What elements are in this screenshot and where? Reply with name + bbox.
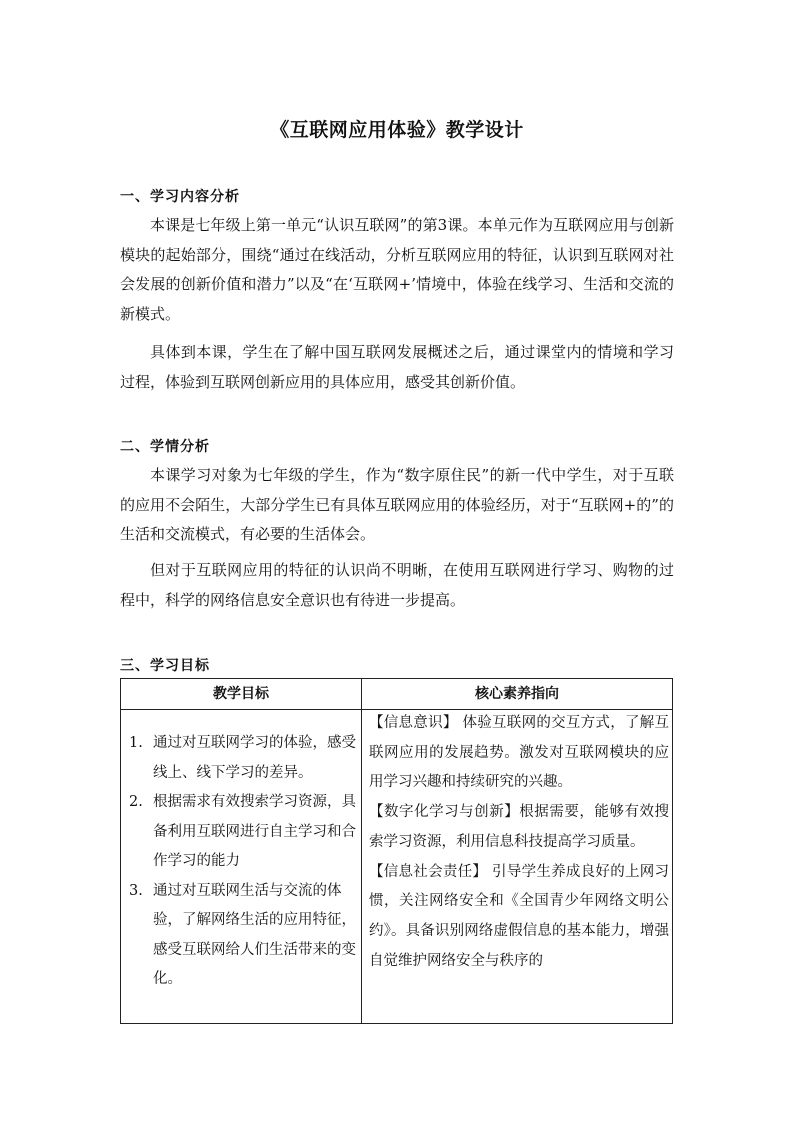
section-heading-content-analysis: 一、学习内容分析 — [120, 189, 240, 205]
objective-item — [129, 788, 357, 877]
content-analysis-paragraph-2: 具体到本课，学生在了解中国互联网发展概述之后，通过课堂内的情境和学习过程，体验到互联网创新应用的具体应用，感受其创新价值。 — [120, 343, 674, 391]
literacy-information-awareness: 【信息意识】 体验互联网的交互方式，了解互联网应用的发展趋势。激发对互联网模块的应用学习兴趣和持续研究的兴趣。 — [369, 715, 669, 791]
document-title: 《互联网应用体验》教学设计 — [270, 119, 524, 141]
table-header-objectives: 教学目标 — [213, 686, 269, 702]
content-analysis-paragraph-1: 本课是七年级上第一单元“认识互联网”的第3课。本单元作为互联网应用与创新模块的起始部分，围绕“通过在线活动，分析互联网应用的特征，认识到互联网对社会发展的创新价值和潜力”以及“在‘互联网+’情境中，体验在线学习、生活和交流的新模式。 — [120, 216, 674, 323]
core-literacy-list — [369, 709, 669, 976]
objectives-list — [129, 729, 357, 995]
literacy-digital-learning: 【数字化学习与创新】根据需要，能够有效搜索学习资源，利用信息科技提高学习质量。 — [369, 804, 669, 850]
section-heading-learner-analysis: 二、学情分析 — [120, 439, 210, 455]
literacy-social-responsibility: 【信息社会责任】 引导学生养成良好的上网习惯，关注网络安全和《全国青少年网络文明公约》。具备识别网络虚假信息的基本能力，增强自觉维护网络安全与秩序的 — [369, 863, 669, 969]
learner-analysis-paragraph-1: 本课学习对象为七年级的学生，作为“数字原住民”的新一代中学生，对于互联的应用不会陌生，大部分学生已有具体互联网应用的体验经历，对于“互联网+的”的生活和交流模式，有必要的生活体会。 — [120, 466, 674, 543]
table-header-core-literacy: 核心素养指向 — [475, 686, 559, 702]
objective-text: 通过对互联网生活与交流的体验，了解网络生活的应用特征，感受互联网给人们生活带来的变化。 — [153, 882, 356, 987]
table-column-divider — [361, 679, 362, 1023]
objective-item — [129, 877, 357, 995]
objective-number: 1. — [129, 735, 143, 751]
objectives-table — [120, 678, 673, 1024]
objective-number: 3. — [129, 882, 143, 899]
objective-number: 2. — [129, 794, 143, 810]
learner-analysis-paragraph-2: 但对于互联网应用的特征的认识尚不明晰，在使用互联网进行学习、购物的过程中，科学的网络信息安全意识也有待进一步提高。 — [120, 561, 674, 609]
section-heading-learning-objectives: 三、学习目标 — [120, 658, 210, 674]
objective-item — [129, 729, 357, 788]
objective-text: 根据需求有效搜索学习资源，具备利用互联网进行自主学习和合作学习的能力 — [153, 794, 356, 869]
objective-text: 通过对互联网学习的体验，感受线上、线下学习的差异。 — [153, 735, 356, 781]
